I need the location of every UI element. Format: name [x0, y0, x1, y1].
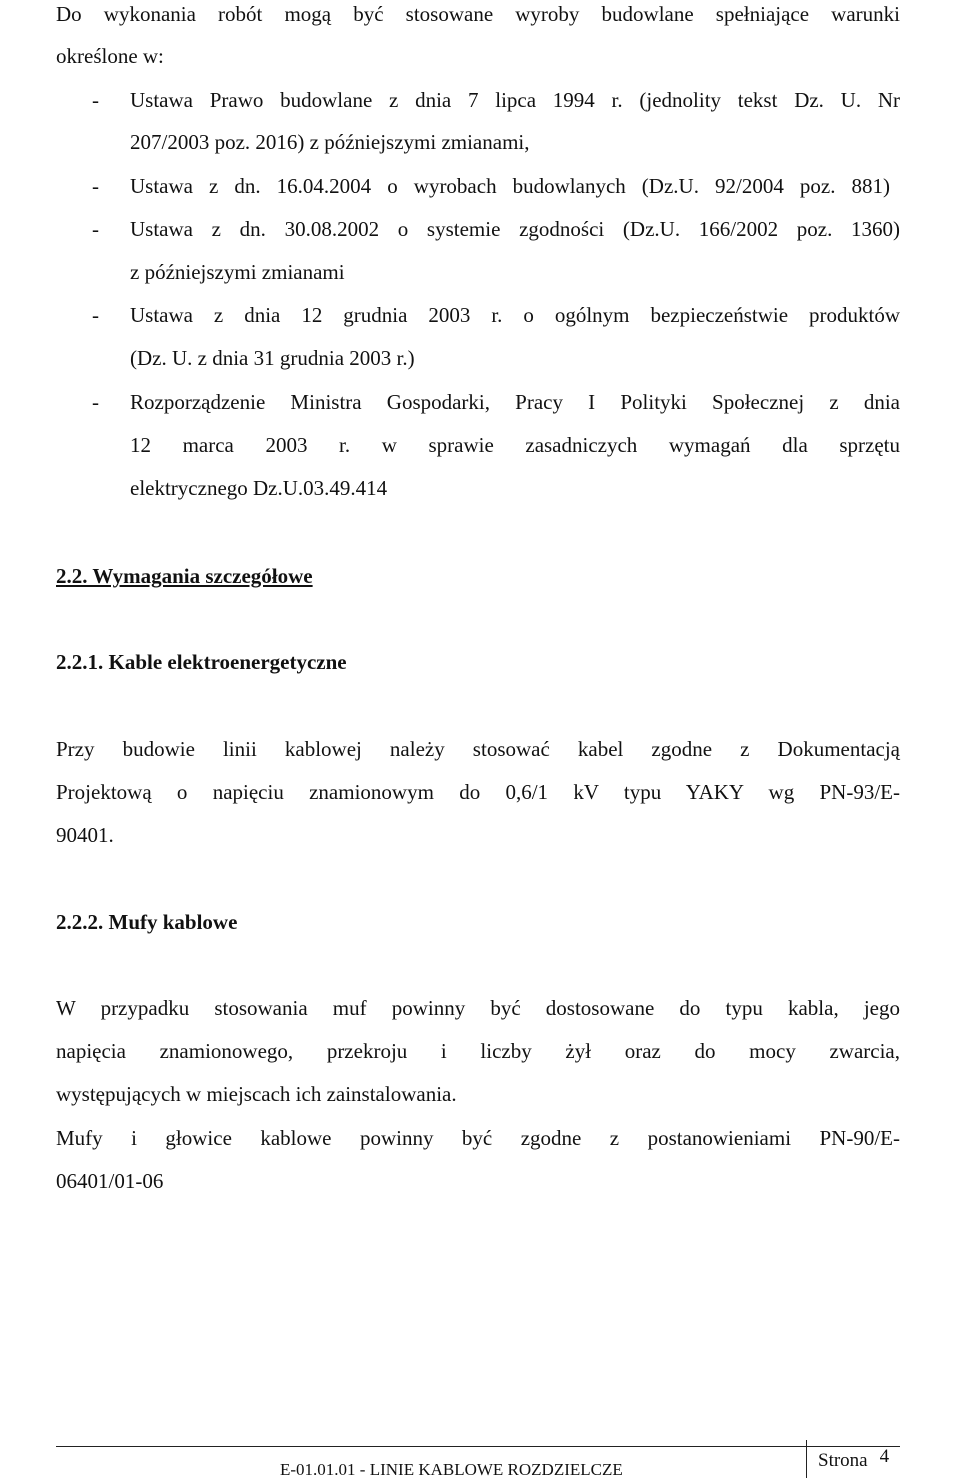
bullet-dash: - — [92, 390, 99, 414]
bullet-dash: - — [92, 174, 99, 198]
intro-line-2: określone w: — [56, 44, 164, 68]
bullet-4-line-2: (Dz. U. z dnia 31 grudnia 2003 r.) — [130, 346, 415, 370]
section-2-2-2-heading: 2.2.2. Mufy kablowe — [56, 910, 238, 934]
bullet-5-line-3: elektrycznego Dz.U.03.49.414 — [130, 476, 388, 500]
bullet-5-line-2: 12 marca 2003 r. w sprawie zasadniczych wymagań dla sprzętu — [130, 433, 900, 457]
footer-page-number: 4 — [879, 1446, 890, 1467]
section-2-2-2-para2-line-1: Mufy i głowice kablowe powinny być zgodne z postanowieniami PN-90/E- — [56, 1126, 900, 1150]
bullet-dash: - — [92, 88, 99, 112]
section-2-2-1-para-line-2: Projektową o napięciu znamionowym do 0,6/1 kV typu YAKY wg PN-93/E- — [56, 780, 900, 804]
intro-line-1: Do wykonania robót mogą być stosowane wyroby budowlane spełniające warunki — [56, 2, 900, 26]
footer-divider — [806, 1440, 807, 1478]
section-2-2-2-para1-line-3: występujących w miejscach ich zainstalowania. — [56, 1082, 457, 1106]
section-2-2-2-para2-line-2: 06401/01-06 — [56, 1169, 164, 1193]
bullet-3-line-2: z późniejszymi zmianami — [130, 260, 345, 284]
section-2-2-2-para1-line-1: W przypadku stosowania muf powinny być dostosowane do typu kabla, jego — [56, 996, 900, 1020]
bullet-5-line-1: Rozporządzenie Ministra Gospodarki, Pracy I Polityki Społecznej z dnia — [130, 390, 900, 414]
bullet-3-line-1: Ustawa z dn. 30.08.2002 o systemie zgodności (Dz.U. 166/2002 poz. 1360) — [130, 217, 900, 241]
bullet-dash: - — [92, 217, 99, 241]
footer-page — [818, 1446, 890, 1472]
bullet-1-line-2: 207/2003 poz. 2016) z późniejszymi zmianami, — [130, 130, 530, 154]
section-2-2-1-para-line-3: 90401. — [56, 823, 114, 847]
bullet-dash: - — [92, 303, 99, 327]
bullet-2-line-1: Ustawa z dn. 16.04.2004 o wyrobach budowlanych (Dz.U. 92/2004 poz. 881) — [130, 174, 890, 198]
section-2-2-1-heading: 2.2.1. Kable elektroenergetyczne — [56, 650, 347, 674]
section-2-2-1-para-line-1: Przy budowie linii kablowej należy stosować kabel zgodne z Dokumentacją — [56, 737, 900, 761]
footer-rule — [56, 1446, 900, 1447]
footer-doc-code: E-01.01.01 - LINIE KABLOWE ROZDZIELCZE — [280, 1460, 623, 1479]
bullet-1-line-1: Ustawa Prawo budowlane z dnia 7 lipca 1994 r. (jednolity tekst Dz. U. Nr — [130, 88, 900, 112]
footer-page-label: Strona — [818, 1450, 868, 1471]
bullet-4-line-1: Ustawa z dnia 12 grudnia 2003 r. o ogólnym bezpieczeństwie produktów — [130, 303, 900, 327]
section-2-2-2-para1-line-2: napięcia znamionowego, przekroju i liczby żył oraz do mocy zwarcia, — [56, 1039, 900, 1063]
section-2-2-heading: 2.2. Wymagania szczegółowe — [56, 564, 313, 588]
